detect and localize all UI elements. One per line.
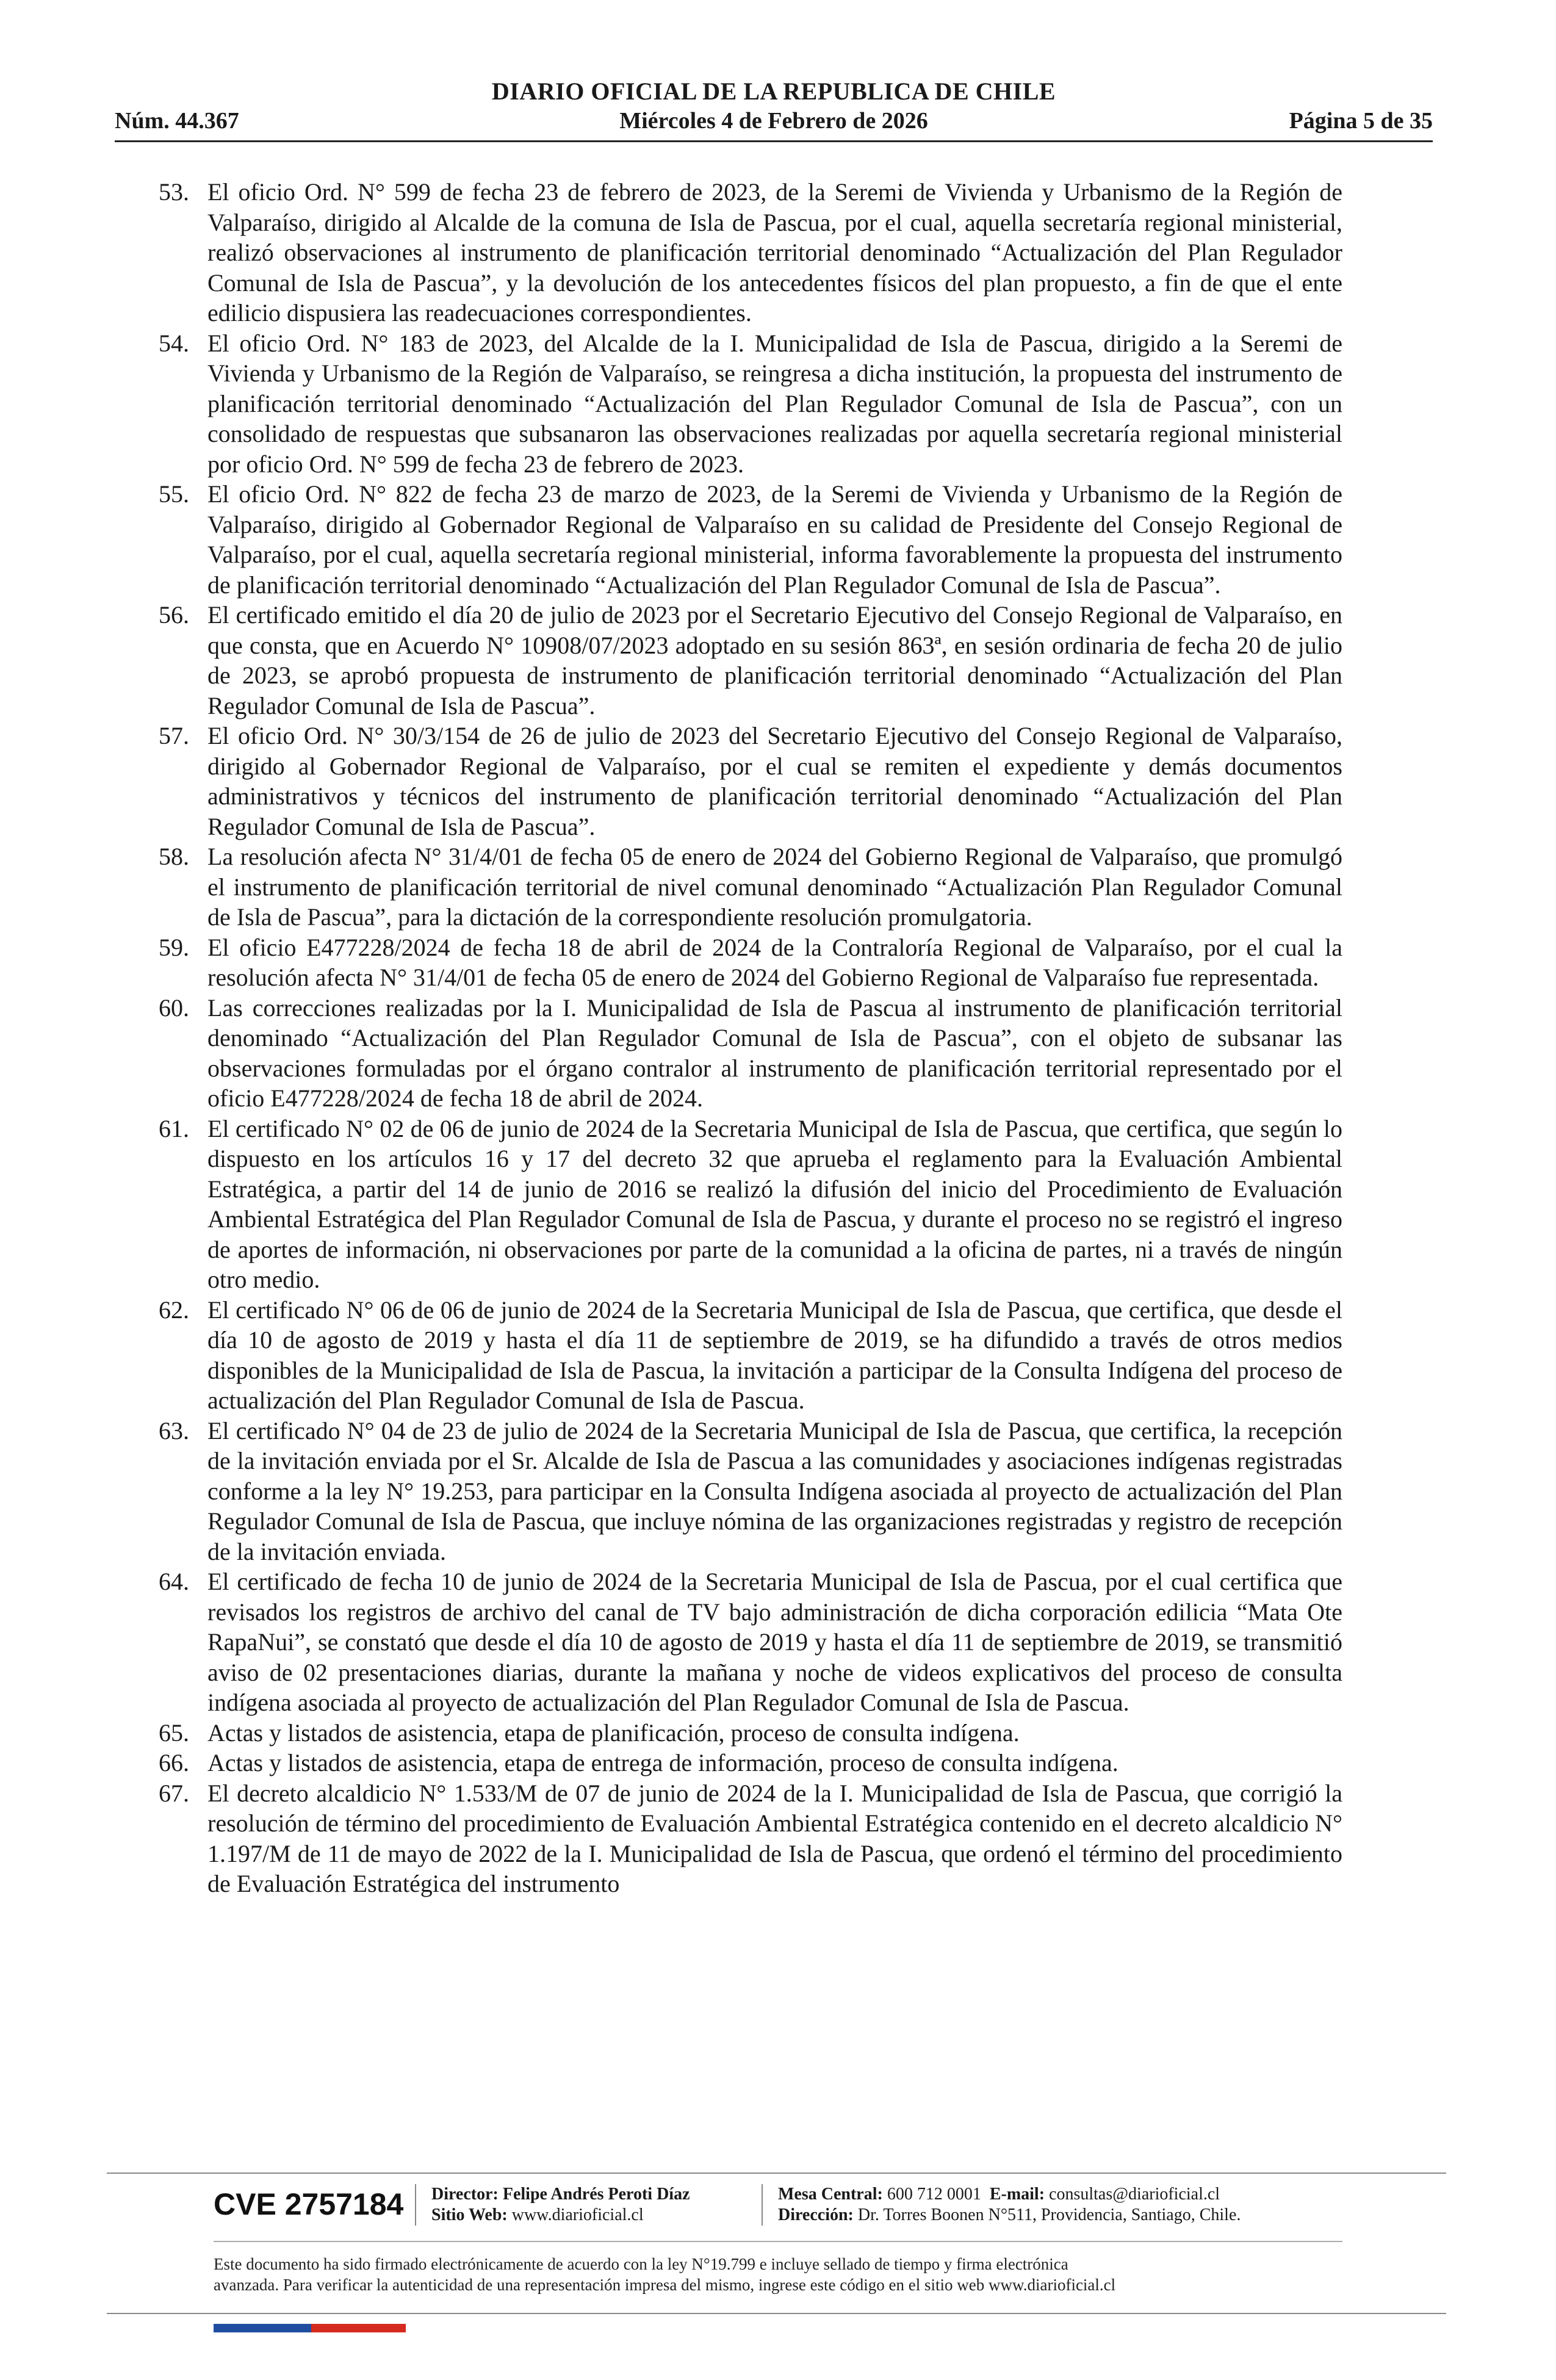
footer-divider-middle — [214, 2241, 1342, 2242]
list-item — [159, 842, 1342, 932]
page-footer — [214, 2182, 1342, 2230]
publication-title: DIARIO OFICIAL DE LA REPUBLICA DE CHILE — [491, 78, 1056, 105]
footer-divider-top — [107, 2173, 1446, 2174]
list-item-text: El certificado emitido el día 20 de julio de 2023 por el Secretario Ejecutivo del Consejo Regional de Valparaíso, en que consta, que en Acuerdo N° 10908/07/2023 adoptado en su sesión 863ª, en sesión ordinaria de fecha 20 de julio de 2023, se aprobó propuesta de instrumento de planificación territorial denominado “Actualización del Plan Regulador Comunal de Isla de Pascua”. — [207, 601, 1342, 719]
list-item — [159, 1114, 1342, 1295]
website-label: Sitio Web: — [431, 2205, 508, 2224]
list-item-number: 57. — [159, 722, 189, 749]
list-item-text: El decreto alcaldicio N° 1.533/M de 07 de junio de 2024 de la I. Municipalidad de Isla de Pascua, que corrigió la resolución de término del procedimiento de Evaluación Ambiental Estratégica contenido en el decreto alcaldicio N° 1.197/M de 11 de mayo de 2022 de la I. Municipalidad de Isla de Pascua, que ordenó el término del procedimiento de Evaluación Estratégica del instrumento — [207, 1779, 1342, 1897]
list-item-text: Actas y listados de asistencia, etapa de planificación, proceso de consulta indígena. — [207, 1718, 1020, 1747]
list-item-number: 60. — [159, 993, 189, 1022]
list-item-number: 64. — [159, 1568, 189, 1595]
list-item-number: 53. — [159, 178, 189, 206]
email-label: E-mail: — [989, 2185, 1045, 2204]
list-item-number: 66. — [159, 1749, 189, 1776]
list-item — [159, 177, 1342, 328]
list-item — [159, 328, 1342, 480]
electronic-signature-notice — [214, 2254, 1361, 2295]
signature-notice-line: Este documento ha sido firmado electrónicamente de acuerdo con la ley N°19.799 e incluye sellado de tiempo y firma electrónica — [214, 2255, 1068, 2273]
list-item — [159, 1567, 1342, 1718]
list-item-text: El certificado N° 02 de 06 de junio de 2024 de la Secretaria Municipal de Isla de Pascua, que certifica, que según lo dispuesto en los artículos 16 y 17 del decreto 32 que aprueba el reglamento para la Evaluación Ambiental Estratégica, a partir del 14 de junio de 2016 se realizó la difusión del inicio del Procedimiento de Evaluación Ambiental Estratégica del Plan Regulador Comunal de Isla de Pascua, y durante el proceso no se registró el ingreso de aportes de información, ni observaciones por parte de la comunidad a la oficina de partes, ni a través de ningún otro medio. — [207, 1114, 1342, 1293]
list-item-number: 62. — [159, 1296, 189, 1324]
list-item-text: El oficio Ord. N° 822 de fecha 23 de marzo de 2023, de la Seremi de Vivienda y Urbanismo de la Región de Valparaíso, dirigido al Gobernador Regional de Valparaíso en su calidad de Presidente del Consejo Regional de Valparaíso, por el cual, aquella secretaría regional ministerial, informa favorablemente la propuesta del instrumento de planificación territorial denominado “Actualización del Plan Regulador Comunal de Isla de Pascua”. — [207, 480, 1342, 599]
footer-contact-block — [778, 2184, 1241, 2226]
list-item-number: 59. — [159, 933, 189, 961]
signature-notice-line: avanzada. Para verificar la autenticidad de una representación impresa del mismo, ingrese este código en el sitio web www.diarioficial.cl — [214, 2276, 1116, 2294]
list-item-number: 65. — [159, 1718, 189, 1747]
page-number: Página 5 de 35 — [1289, 108, 1433, 134]
issue-date: Miércoles 4 de Febrero de 2026 — [619, 108, 928, 134]
email-link[interactable]: consultas@diarioficial.cl — [1049, 2185, 1220, 2204]
cve-code: CVE 2757184 — [214, 2187, 404, 2221]
list-item-text: El oficio E477228/2024 de fecha 18 de abril de 2024 de la Contraloría Regional de Valparaíso, por el cual la resolución afecta N° 31/4/01 de fecha 05 de enero de 2024 del Gobierno Regional de Valparaíso fue representada. — [207, 933, 1342, 991]
director-label: Director: — [431, 2185, 499, 2204]
website-link[interactable]: www.diarioficial.cl — [511, 2205, 644, 2224]
footer-divider-bottom — [107, 2313, 1446, 2314]
list-item-text: Actas y listados de asistencia, etapa de entrega de información, proceso de consulta indígena. — [207, 1749, 1118, 1776]
list-item-text: El certificado N° 04 de 23 de julio de 2024 de la Secretaria Municipal de Isla de Pascua, que certifica, la recepción de la invitación enviada por el Sr. Alcalde de Isla de Pascua a las comunidades y asociaciones indígenas registradas conforme a la ley N° 19.253, para participar en la Consulta Indígena asociada al proyecto de actualización del Plan Regulador Comunal de Isla de Pascua, que incluye nómina de las organizaciones registradas y registro de recepción de la invitación enviada. — [207, 1416, 1342, 1565]
footer-separator — [762, 2184, 763, 2226]
footer-director-block — [431, 2184, 690, 2226]
list-item — [159, 1295, 1342, 1416]
list-item — [159, 479, 1342, 600]
list-item-text: El oficio Ord. N° 599 de fecha 23 de febrero de 2023, de la Seremi de Vivienda y Urbanismo de la Región de Valparaíso, dirigido al Alcalde de la comuna de Isla de Pascua, por el cual, aquella secretaría regional ministerial, realizó observaciones al instrumento de planificación territorial denominado “Actualización del Plan Regulador Comunal de Isla de Pascua”, y la devolución de los antecedentes físicos del plan propuesto, a fin de que el ente edilicio dispusiera las readecuaciones correspondientes. — [207, 178, 1342, 326]
chile-flag-stripe — [214, 2324, 406, 2332]
list-item — [159, 721, 1342, 842]
document-body — [159, 177, 1342, 1899]
address-text: Dr. Torres Boonen N°511, Providencia, Santiago, Chile. — [857, 2205, 1241, 2224]
address-label: Dirección: — [778, 2205, 854, 2224]
list-item-text: El certificado de fecha 10 de junio de 2024 de la Secretaria Municipal de Isla de Pascua, por el cual certifica que revisados los registros de archivo del canal de TV bajo administración de dicha corporación edilicia “Mata Ote RapaNui”, se constató que desde el día 10 de agosto de 2019 y hasta el día 11 de septiembre de 2019, se transmitió aviso de 02 presentaciones diarias, durante la mañana y noche de videos explicativos del proceso de consulta indígena asociada al proyecto de actualización del Plan Regulador Comunal de Isla de Pascua. — [207, 1568, 1342, 1716]
list-item — [159, 993, 1342, 1114]
list-item — [159, 932, 1342, 993]
list-item — [159, 1416, 1342, 1567]
issue-number: Núm. 44.367 — [115, 108, 239, 134]
list-item-text: El certificado N° 06 de 06 de junio de 2024 de la Secretaria Municipal de Isla de Pascua, que certifica, que desde el día 10 de agosto de 2019 y hasta el día 11 de septiembre de 2019, se ha difundido a través de otros medios disponibles de la Municipalidad de Isla de Pascua, la invitación a participar de la Consulta Indígena del proceso de actualización del Plan Regulador Comunal de Isla de Pascua. — [207, 1296, 1342, 1414]
mesa-label: Mesa Central: — [778, 2185, 883, 2204]
list-item-text: La resolución afecta N° 31/4/01 de fecha 05 de enero de 2024 del Gobierno Regional de Valparaíso, que promulgó el instrumento de planificación territorial de nivel comunal denominado “Actualización Plan Regulador Comunal de Isla de Pascua”, para la dictación de la correspondiente resolución promulgatoria. — [207, 843, 1342, 931]
list-item-number: 58. — [159, 843, 189, 870]
numbered-list — [159, 177, 1342, 1899]
list-item — [159, 1748, 1342, 1778]
list-item-text: El oficio Ord. N° 183 de 2023, del Alcalde de la I. Municipalidad de Isla de Pascua, dirigido a la Seremi de Vivienda y Urbanismo de la Región de Valparaíso, se reingresa a dicha institución, la propuesta del instrumento de planificación territorial denominado “Actualización del Plan Regulador Comunal de Isla de Pascua”, con un consolidado de respuestas que subsanaron las observaciones realizadas por aquella secretaría regional ministerial por oficio Ord. N° 599 de fecha 23 de febrero de 2023. — [207, 329, 1342, 478]
flag-blue-segment — [214, 2324, 311, 2332]
mesa-phone: 600 712 0001 — [887, 2185, 981, 2204]
list-item-text: Las correcciones realizadas por la I. Municipalidad de Isla de Pascua al instrumento de planificación territorial denominado “Actualización del Plan Regulador Comunal de Isla de Pascua”, con el objeto de subsanar las observaciones formuladas por el órgano contralor al instrumento de planificación territorial representado por el oficio E477228/2024 de fecha 18 de abril de 2024. — [207, 993, 1342, 1112]
director-name: Felipe Andrés Peroti Díaz — [502, 2185, 690, 2204]
list-item-number: 54. — [159, 329, 189, 357]
list-item — [159, 1778, 1342, 1899]
list-item-number: 61. — [159, 1114, 189, 1142]
header-divider — [115, 140, 1433, 142]
page-header — [115, 72, 1433, 145]
list-item-number: 67. — [159, 1779, 189, 1807]
list-item — [159, 600, 1342, 721]
footer-separator — [415, 2184, 416, 2226]
flag-red-segment — [311, 2324, 406, 2332]
list-item — [159, 1718, 1342, 1748]
list-item-number: 56. — [159, 601, 189, 629]
list-item-number: 55. — [159, 480, 189, 508]
list-item-number: 63. — [159, 1416, 189, 1444]
list-item-text: El oficio Ord. N° 30/3/154 de 26 de julio de 2023 del Secretario Ejecutivo del Consejo Regional de Valparaíso, dirigido al Gobernador Regional de Valparaíso, por el cual se remiten el expediente y demás documentos administrativos y técnicos del instrumento de planificación territorial denominado “Actualización del Plan Regulador Comunal de Isla de Pascua”. — [207, 722, 1342, 840]
